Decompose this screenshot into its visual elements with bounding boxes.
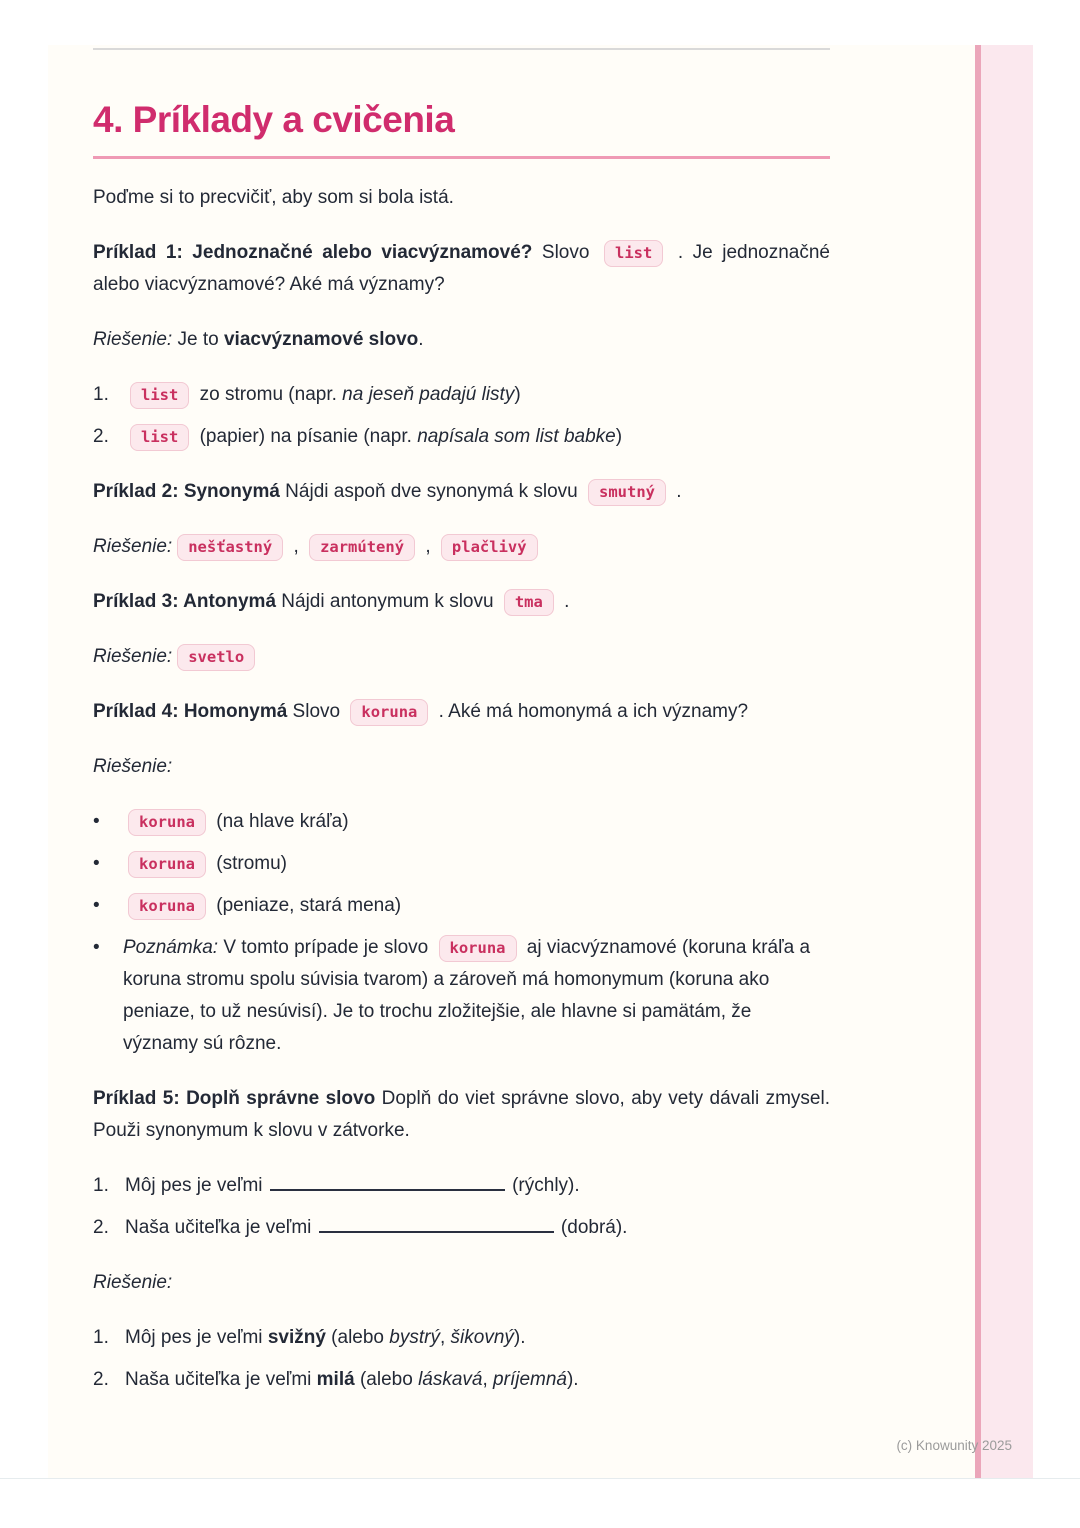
text-run: (alebo — [325, 1327, 390, 1348]
text-run: ) — [514, 384, 521, 405]
bold-text: milá — [316, 1369, 355, 1390]
inline-code-tag: koruna — [128, 809, 206, 836]
italic-text: napísala som list babke — [417, 426, 616, 447]
text-run: , — [482, 1369, 494, 1390]
list-number: 1. — [93, 384, 109, 405]
right-accent-band — [975, 45, 1033, 1478]
italic-text: Riešenie: — [93, 646, 173, 667]
list-number: 2. — [93, 1217, 109, 1238]
text-run: (papier) na písanie (napr. — [194, 426, 418, 447]
italic-text: Riešenie: — [93, 756, 173, 777]
italic-text: Riešenie: — [93, 536, 173, 557]
italic-text: šikovný — [450, 1327, 514, 1348]
riesenie-1-paragraph — [93, 324, 830, 356]
riesenie-5-paragraph — [93, 1267, 830, 1299]
text-run: aj viacvýznamové (koruna kráľa a koruna stromu spolu súvisia tvarom) a zároveň má homonymum (koruna ako peniaze, to už nesúvisí). Je to trochu zložitejšie, ale hlavne si pamätám, že významy sú rôzne. — [123, 937, 811, 1054]
list-item-content — [123, 806, 830, 838]
bullet-icon: • — [93, 811, 100, 832]
text-run: (peniaze, stará mena) — [211, 895, 402, 916]
list-item-content — [123, 932, 830, 1060]
text-run: Naša učiteľka je veľmi — [125, 1369, 317, 1390]
list-number: 2. — [93, 426, 109, 447]
text-run: ) — [615, 426, 623, 447]
italic-text: príjemná — [493, 1369, 567, 1390]
inline-code-tag: koruna — [350, 699, 428, 726]
document-content — [93, 45, 830, 1406]
bold-text: Príklad 2: Synonymá — [93, 481, 280, 502]
text-run: , — [420, 536, 436, 557]
bold-text: Príklad 5: Doplň správne slovo — [93, 1088, 376, 1109]
inline-code-tag: koruna — [128, 851, 206, 878]
riesenie-2-paragraph — [93, 531, 830, 563]
list-number: 2. — [93, 1369, 109, 1390]
fill-in-solutions — [93, 1322, 830, 1396]
list-item-content — [125, 1322, 830, 1354]
inline-code-tag: plačlivý — [441, 534, 538, 561]
text-run: Poďme si to precvičiť, aby som si bola istá. — [93, 187, 454, 208]
bullet-icon: • — [93, 937, 100, 958]
italic-text: Riešenie: — [93, 329, 173, 350]
bullet-icon: • — [93, 895, 100, 916]
text-run: Slovo — [532, 242, 599, 263]
priklad-2-paragraph — [93, 476, 830, 508]
top-divider-line — [93, 48, 830, 50]
list-item — [93, 806, 830, 838]
inline-code-tag: koruna — [128, 893, 206, 920]
list-item — [93, 1364, 830, 1396]
list-item — [93, 1170, 830, 1202]
text-run: , — [288, 536, 305, 557]
bold-text: viacvýznamové slovo — [223, 329, 419, 350]
text-run: (dobrá). — [555, 1217, 628, 1238]
text-run: (na hlave kráľa) — [211, 811, 349, 832]
list-item — [93, 379, 830, 411]
italic-text: Poznámka: — [123, 937, 219, 958]
list-meanings — [93, 379, 830, 453]
inline-code-tag: svetlo — [177, 644, 255, 671]
riesenie-4-paragraph — [93, 751, 830, 783]
text-run: Nájdi antonymum k slovu — [276, 591, 499, 612]
italic-text: láskavá — [418, 1369, 483, 1390]
bullet-icon: • — [93, 853, 100, 874]
text-run: V tomto prípade je slovo — [218, 937, 434, 958]
text-run: Doplň do viet správne slovo, aby vety dávali zmysel. Použi synonymum k slovu v zátvorke. — [93, 1088, 830, 1141]
text-run: (stromu) — [211, 853, 287, 874]
text-run: . — [671, 481, 682, 502]
list-item — [93, 1212, 830, 1244]
content-blocks — [93, 182, 830, 1396]
list-item — [93, 890, 830, 922]
list-item-content — [125, 379, 830, 411]
inline-code-tag: koruna — [439, 935, 517, 962]
italic-text: Riešenie: — [93, 1272, 173, 1293]
text-run: , — [439, 1327, 451, 1348]
list-number: 1. — [93, 1175, 109, 1196]
intro-paragraph — [93, 182, 830, 214]
document-page — [48, 45, 1033, 1478]
bold-text: Príklad 1: Jednoznačné alebo viacvýznamové? — [93, 242, 533, 263]
riesenie-3-paragraph — [93, 641, 830, 673]
inline-code-tag: tma — [504, 589, 554, 616]
list-item-content — [125, 1212, 830, 1244]
text-run: Je to — [172, 329, 224, 350]
list-item-content — [125, 1170, 830, 1202]
text-run: Naša učiteľka je veľmi — [125, 1217, 317, 1238]
list-item-content — [123, 890, 830, 922]
fill-in-sentences — [93, 1170, 830, 1244]
text-run: . — [558, 591, 570, 612]
list-item — [93, 932, 830, 1060]
text-run: (alebo — [354, 1369, 419, 1390]
inline-code-tag: nešťastný — [177, 534, 283, 561]
inline-code-tag: zarmútený — [309, 534, 415, 561]
fill-in-blank — [319, 1219, 554, 1233]
bold-text: Príklad 3: Antonymá — [93, 591, 277, 612]
priklad-1-paragraph — [93, 237, 830, 301]
priklad-4-paragraph — [93, 696, 830, 728]
priklad-5-paragraph — [93, 1083, 830, 1147]
list-number: 1. — [93, 1327, 109, 1348]
text-run: . Je jednoznačné alebo viacvýznamové? Aké má významy? — [93, 242, 830, 295]
list-item-content — [125, 1364, 830, 1396]
text-run: (rýchly). — [506, 1175, 580, 1196]
list-item — [93, 848, 830, 880]
text-run: . — [418, 329, 424, 350]
text-run: zo stromu (napr. — [194, 384, 343, 405]
koruna-meanings — [93, 806, 830, 1060]
inline-code-tag: list — [130, 424, 189, 451]
bold-text: Príklad 4: Homonymá — [93, 701, 288, 722]
page-title: 4. Príklady a cvičenia — [93, 99, 455, 140]
copyright-label: (c) Knowunity 2025 — [896, 1438, 1012, 1453]
italic-text: bystrý — [389, 1327, 440, 1348]
bold-text: svižný — [267, 1327, 326, 1348]
list-item — [93, 1322, 830, 1354]
inline-code-tag: list — [604, 240, 663, 267]
text-run: ). — [566, 1369, 579, 1390]
text-run: Slovo — [287, 701, 346, 722]
list-item-content — [123, 848, 830, 880]
inline-code-tag: list — [130, 382, 189, 409]
fill-in-blank — [270, 1177, 505, 1191]
page-bottom-edge — [0, 1478, 1080, 1479]
title-underline-rule — [93, 156, 830, 159]
inline-code-tag: smutný — [588, 479, 666, 506]
priklad-3-paragraph — [93, 586, 830, 618]
list-item-content — [125, 421, 830, 453]
text-run: Môj pes je veľmi — [125, 1175, 268, 1196]
text-run: Môj pes je veľmi — [125, 1327, 268, 1348]
text-run: . Aké má homonymá a ich významy? — [433, 701, 749, 722]
italic-text: na jeseň padajú listy — [342, 384, 515, 405]
list-item — [93, 421, 830, 453]
text-run: ). — [513, 1327, 526, 1348]
text-run: Nájdi aspoň dve synonymá k slovu — [279, 481, 584, 502]
